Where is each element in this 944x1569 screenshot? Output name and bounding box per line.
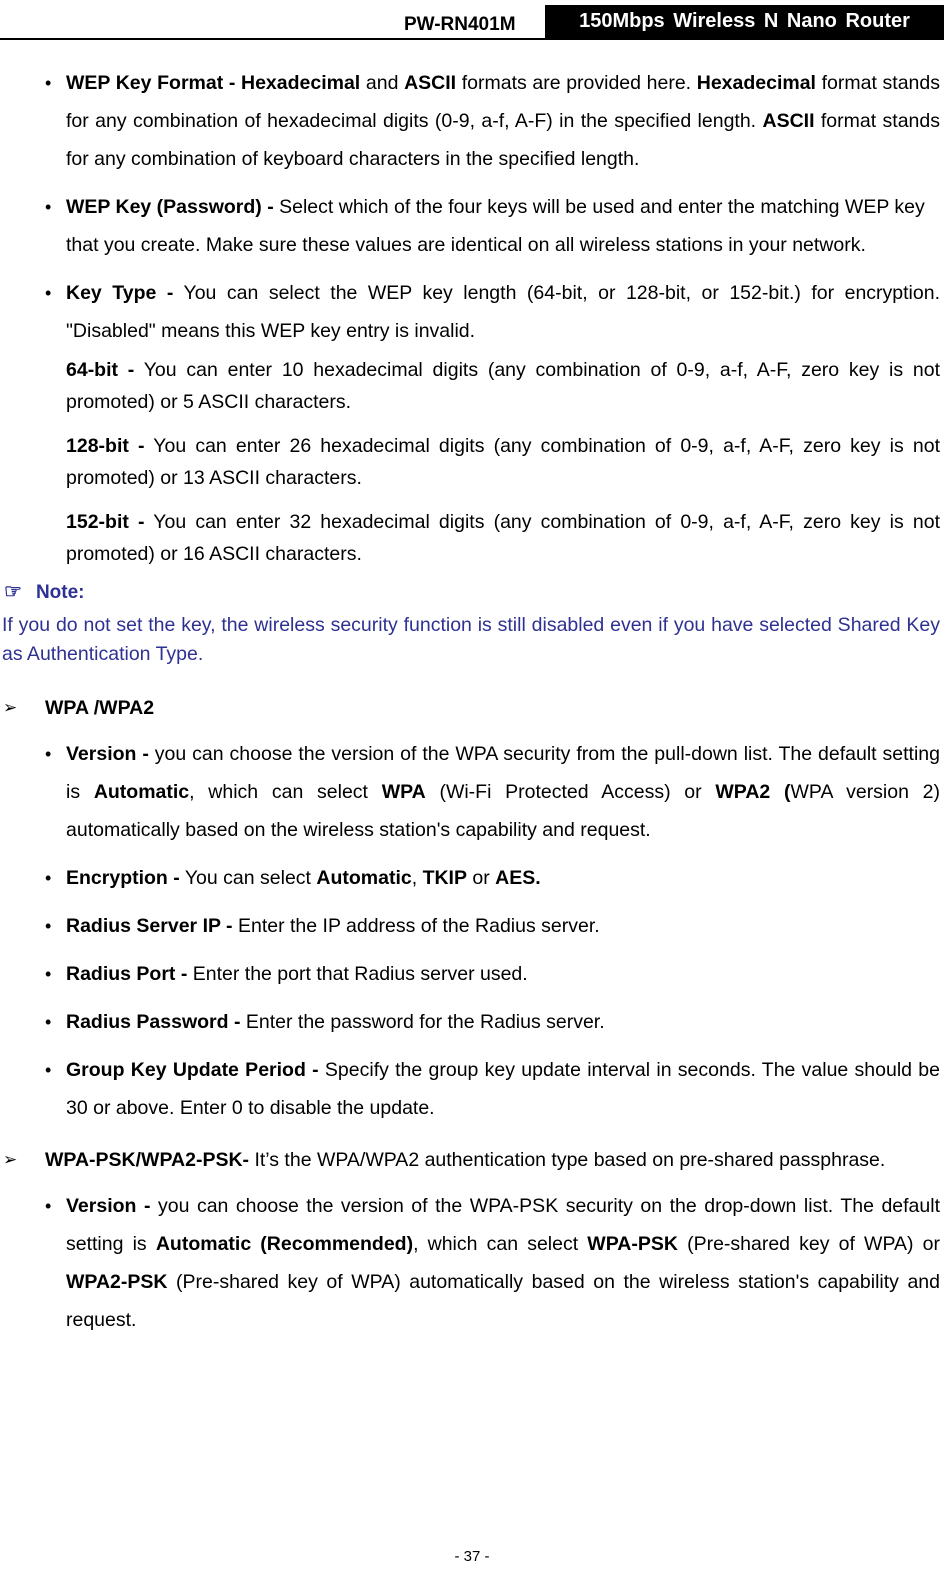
note-heading: ☞ Note: (4, 581, 85, 603)
bullet-key-type: • Key Type - You can select the WEP key length (64-bit, or 128-bit, or 152-bit.) for encryption. "Disabled" means this WEP key entry is invalid. (0, 274, 944, 350)
sub-128bit: 128-bit - You can enter 26 hexadecimal digits (any combination of 0-9, a-f, A-F, zero key is not promoted) or 13 ASCII characters. (66, 435, 940, 489)
arrow-bullet-icon: ➢ (3, 1150, 18, 1169)
bullet-wpa-psk-version: • Version - you can choose the version of the WPA-PSK security on the drop-down list. The default setting is Automatic (Recommended), which can select WPA-PSK (Pre-shared key of WPA) or WPA2-PSK (Pre-shared key of WPA) automatically based on the wireless station's capability and request. (0, 1187, 944, 1339)
product-name: 150Mbps Wireless N Nano Router (545, 5, 944, 38)
bullet-radius-server-ip: • Radius Server IP - Enter the IP address of the Radius server. (0, 907, 944, 945)
bullet-group-key-update: • Group Key Update Period - Specify the group key update interval in seconds. The value should be 30 or above. Enter 0 to disable the update. (0, 1051, 944, 1127)
bullet-wep-key: • WEP Key (Password) - Select which of the four keys will be used and enter the matching WEP key that you create. Make sure these values are identical on all wireless stations in your network. (0, 188, 944, 264)
sub-152bit: 152-bit - You can enter 32 hexadecimal digits (any combination of 0-9, a-f, A-F, zero key is not promoted) or 16 ASCII characters. (66, 511, 940, 565)
model-name: PW-RN401M (404, 14, 516, 35)
page-number: - 37 - (454, 1548, 490, 1565)
term-wep-key: WEP Key (Password) - (66, 196, 274, 218)
header-rule (0, 38, 944, 40)
note-text: If you do not set the key, the wireless security function is still disabled even if you have selected Shared Key as Authentication Type. (2, 614, 940, 665)
section-wpa-psk-heading: ➢ WPA-PSK/WPA2-PSK- It’s the WPA/WPA2 authentication type based on pre-shared passphrase. (0, 1141, 944, 1179)
bullet-wpa-version: • Version - you can choose the version of the WPA security from the pull-down list. The default setting is Automatic, which can select WPA (Wi-Fi Protected Access) or WPA2 (WPA version 2) automatically based on the wireless station's capability and request. (0, 735, 944, 849)
bullet-radius-password: • Radius Password - Enter the password for the Radius server. (0, 1003, 944, 1041)
bullet-radius-port: • Radius Port - Enter the port that Radius server used. (0, 955, 944, 993)
term-key-type: Key Type - (66, 282, 174, 304)
bullet-wep-key-format: • WEP Key Format - Hexadecimal and ASCII formats are provided here. Hexadecimal format stands for any combination of hexadecimal digits (0-9, a-f, A-F) in the specified length. ASCII format stands for any combination of keyboard characters in the specified length. (0, 64, 944, 178)
bullet-wpa-encryption: • Encryption - You can select Automatic, TKIP or AES. (0, 859, 944, 897)
page-content (0, 64, 944, 1349)
pointing-hand-icon: ☞ (4, 581, 22, 603)
arrow-bullet-icon: ➢ (3, 698, 18, 717)
page-header (0, 0, 944, 40)
section-wpa-heading: ➢ WPA /WPA2 (0, 689, 944, 727)
term-wep-key-format: WEP Key Format - Hexadecimal (66, 72, 361, 94)
sub-64bit: 64-bit - You can enter 10 hexadecimal digits (any combination of 0-9, a-f, A-F, zero key is not promoted) or 5 ASCII characters. (66, 359, 940, 413)
